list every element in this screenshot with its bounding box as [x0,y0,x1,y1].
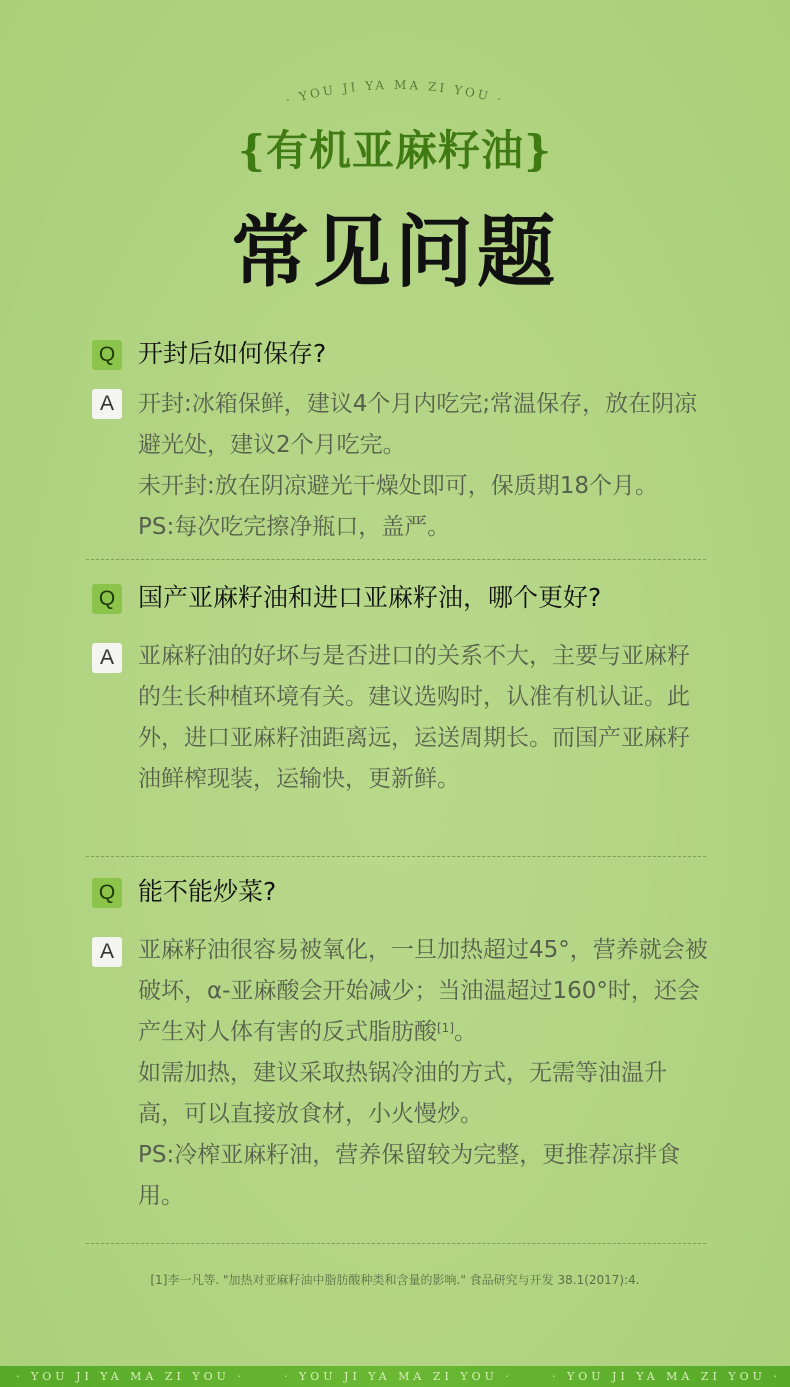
bottom-bar-text: · YOU JI YA MA ZI YOU · [552,1370,781,1383]
brand-arc-text [0,60,790,120]
answer-line: 未开封:放在阴凉避光干燥处即可，保质期18个月。 [138,473,659,499]
answer-line: 如需加热，建议采取热锅冷油的方式，无需等油温升高，可以直接放食材，小火慢炒。 [138,1060,667,1127]
a-badge: A [92,389,122,419]
question-text: 国产亚麻籽油和进口亚麻籽油，哪个更好? [138,583,602,612]
answer-line [138,930,708,1053]
q-badge: Q [92,878,122,908]
answer-text [138,636,708,800]
q-badge: Q [92,340,122,370]
subtitle: {有机亚麻籽油} [237,126,553,175]
answer-line: PS:冷榨亚麻籽油，营养保留较为完整，更推荐凉拌食用。 [138,1142,681,1209]
a-badge: A [92,937,122,967]
answer-text [138,930,708,1217]
a-badge: A [92,643,122,673]
arc-text-path: · YOU JI YA MA ZI YOU · [284,77,506,108]
answer-line: 亚麻籽油的好坏与是否进口的关系不大，主要与亚麻籽的生长种植环境有关。建议选购时，认准有机认证。此外，进口亚麻籽油距离远，运送周期长。而国产亚麻籽油鲜榨现装，运输快，更新鲜。 [138,643,690,792]
question-text: 开封后如何保存? [138,339,327,368]
svg-text:· YOU JI YA MA ZI YOU · [284,78,505,108]
footnote-marker: [1] [437,1021,454,1035]
divider [86,1243,706,1244]
divider [86,559,706,560]
bottom-bar-text: · YOU JI YA MA ZI YOU · [16,1370,245,1383]
answer-line-end: 。 [454,1019,477,1045]
divider [86,856,706,857]
answer-line: 开封:冰箱保鲜，建议4个月内吃完;常温保存，放在阴凉避光处，建议2个月吃完。 [138,391,698,458]
question-text: 能不能炒菜? [138,877,277,906]
bottom-bar [0,1366,790,1387]
footnote-reference: [1]李一凡等. "加热对亚麻籽油中脂肪酸种类和含量的影响." 食品研究与开发 38.1(2017):4. [150,1273,640,1287]
bottom-bar-text: · YOU JI YA MA ZI YOU · [284,1370,513,1383]
answer-line-text: 亚麻籽油很容易被氧化，一旦加热超过45°，营养就会被破坏，α-亚麻酸会开始减少；当油温超过160°时，还会产生对人体有害的反式脂肪酸 [138,937,708,1045]
page-title: 常见问题 [230,207,559,298]
q-badge: Q [92,584,122,614]
answer-text [138,384,708,548]
answer-line: PS:每次吃完擦净瓶口，盖严。 [138,514,451,540]
